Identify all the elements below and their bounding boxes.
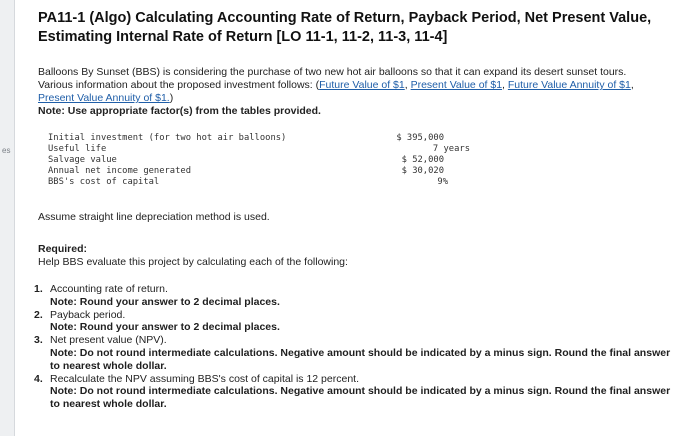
task-item: [34, 309, 674, 335]
data-row: [48, 166, 498, 177]
required-label: Required:: [38, 243, 88, 255]
data-value: 7 years: [432, 144, 470, 154]
data-label: Initial investment (for two hot air balloons): [48, 133, 287, 143]
data-label: Useful life: [48, 144, 107, 154]
task-number: 3.: [34, 334, 43, 347]
task-number: 2.: [34, 308, 43, 321]
required-text: Help BBS evaluate this project by calculating each of the following:: [38, 256, 348, 268]
task-text: Payback period.: [50, 308, 126, 321]
data-value: $ 52,000: [401, 155, 444, 165]
task-list: [34, 283, 674, 411]
intro-close: ): [169, 92, 174, 104]
data-label: Salvage value: [48, 155, 117, 165]
task-text: Recalculate the NPV assuming BBS's cost of capital is 12 percent.: [50, 372, 359, 385]
task-item: [34, 283, 674, 309]
required-section: [38, 243, 348, 269]
task-note: Note: Do not round intermediate calculations. Negative amount should be indicated by a minus sign. Round the final answer to nearest whole dollar.: [50, 346, 671, 372]
intro-text: Balloons By Sunset (BBS) is considering the purchase of two new hot air balloons so that it can expand its desert sunset tours. Various information about the proposed investment follows: (: [38, 66, 627, 91]
data-row: [48, 144, 498, 155]
data-value: $ 395,000: [396, 133, 444, 143]
link-future-value-annuity[interactable]: Future Value Annuity of $1: [507, 79, 631, 91]
data-value: $ 30,020: [401, 166, 444, 176]
task-number: 4.: [34, 372, 43, 385]
investment-data-table: [48, 133, 498, 188]
data-row: [48, 133, 498, 144]
data-label: Annual net income generated: [48, 166, 191, 176]
task-note: Note: Do not round intermediate calculations. Negative amount should be indicated by a minus sign. Round the final answer to nearest whole dollar.: [50, 385, 671, 411]
task-item: [34, 334, 674, 372]
data-value: 9%: [437, 177, 448, 187]
task-number: 1.: [34, 283, 43, 295]
left-sidebar-strip: [0, 0, 15, 436]
task-note: Note: Round your answer to 2 decimal places.: [50, 321, 280, 334]
task-text: Accounting rate of return.: [50, 283, 168, 295]
assumption-text: Assume straight line depreciation method is used.: [38, 211, 270, 223]
link-present-value-annuity[interactable]: Present Value Annuity of $1.: [38, 92, 170, 104]
data-row: [48, 155, 498, 166]
problem-title: PA11-1 (Algo) Calculating Accounting Rate of Return, Payback Period, Net Present Value, Estimating Internal Rate of Return [LO 11-1, 11-2, 11-3, 11-4]: [38, 10, 652, 45]
link-present-value[interactable]: Present Value of $1: [410, 79, 503, 91]
sidebar-mark: es: [2, 146, 11, 155]
data-label: BBS's cost of capital: [48, 177, 160, 187]
task-note: Note: Round your answer to 2 decimal places.: [50, 295, 280, 308]
link-future-value[interactable]: Future Value of $1: [319, 79, 405, 91]
data-row: [48, 177, 498, 188]
intro-note: Note: Use appropriate factor(s) from the tables provided.: [38, 105, 321, 117]
problem-intro: Balloons By Sunset (BBS) is considering the purchase of two new hot air balloons so that it can expand its desert sunset tours. Various information about the proposed investment follows: (Future Value of $1, Present Value of $1, Future Value Annuity of $1, Present Value Annuity of $1.) Note: Use appropriate factor(s) from the tables provided.: [38, 66, 650, 118]
task-item: [34, 373, 674, 411]
task-text: Net present value (NPV).: [50, 334, 167, 347]
